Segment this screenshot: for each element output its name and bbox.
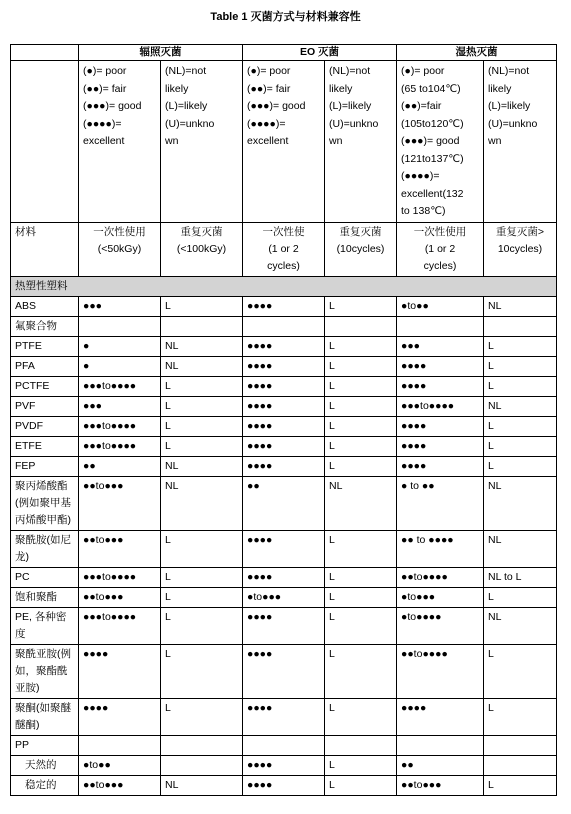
rating-cell <box>397 316 484 336</box>
cell-line: 重复灭菌 <box>180 225 223 238</box>
rating-cell: ●●●● <box>243 644 325 698</box>
table-row <box>11 396 557 416</box>
rating-cell: L <box>325 456 397 476</box>
table-row <box>11 698 557 735</box>
rating-cell: ●●●● <box>243 607 325 644</box>
material-name-cell: PVF <box>11 396 79 416</box>
rating-cell: L <box>161 436 243 456</box>
rating-cell: L <box>484 336 557 356</box>
table-row <box>11 316 557 336</box>
subheader-rad-repeat <box>161 222 243 276</box>
cell-line: (NL)=not <box>488 65 530 77</box>
cell-line: (●●)=fair <box>401 100 442 112</box>
rating-cell: L <box>161 607 243 644</box>
cell-line: likely <box>488 82 512 95</box>
cell-line: (65 to104℃) <box>401 82 461 95</box>
rating-cell: NL <box>161 336 243 356</box>
rating-cell: L <box>325 698 397 735</box>
cell-line: (NL)=not <box>329 65 371 77</box>
cell-line: to 138℃) <box>401 205 446 217</box>
subheader-eo-single <box>243 222 325 276</box>
rating-cell: NL <box>161 356 243 376</box>
subheader-row <box>11 222 557 276</box>
rating-cell: ●to●● <box>79 755 161 775</box>
cell-line: (●●●●)= <box>83 117 122 130</box>
rating-cell <box>243 316 325 336</box>
material-name-cell: 聚酮(如聚醚醚酮) <box>11 698 79 735</box>
header-steam: 湿热灭菌 <box>397 45 557 61</box>
cell-line: (1 or 2 <box>268 242 299 255</box>
header-eo: EO 灭菌 <box>243 45 397 61</box>
rating-cell <box>79 316 161 336</box>
rating-cell: ●●●● <box>243 436 325 456</box>
cell-line: likely <box>165 82 189 95</box>
material-name-cell: PC <box>11 567 79 587</box>
rating-cell: NL to L <box>484 567 557 587</box>
rating-cell: L <box>484 456 557 476</box>
rating-cell: L <box>325 607 397 644</box>
cell-line: wn <box>165 135 179 147</box>
method-header-row <box>11 45 557 61</box>
table-row <box>11 607 557 644</box>
cell-line: (U)=unkno <box>165 117 215 130</box>
table-row <box>11 376 557 396</box>
rating-cell: L <box>325 587 397 607</box>
header-radiation: 辐照灭菌 <box>79 45 243 61</box>
rating-cell: ●●●● <box>243 356 325 376</box>
rating-cell: NL <box>161 775 243 795</box>
table-row <box>11 775 557 795</box>
rating-cell: ●●●● <box>243 698 325 735</box>
rating-cell: L <box>161 296 243 316</box>
legend-eo-likely <box>325 61 397 223</box>
cell-line: (U)=unkno <box>488 117 538 130</box>
rating-cell: ●●●● <box>243 296 325 316</box>
material-name-cell: PVDF <box>11 416 79 436</box>
rating-cell: L <box>325 755 397 775</box>
rating-cell: ●●● <box>79 396 161 416</box>
rating-cell: ●●to●●● <box>397 775 484 795</box>
rating-cell: ●●●● <box>397 416 484 436</box>
table-row <box>11 530 557 567</box>
rating-cell: L <box>484 698 557 735</box>
material-name-cell: FEP <box>11 456 79 476</box>
rating-cell: L <box>161 567 243 587</box>
material-name-cell: 聚酰胺(如尼龙) <box>11 530 79 567</box>
rating-cell: L <box>325 416 397 436</box>
cell-line: excellent <box>247 135 289 147</box>
material-name-cell: 氟聚合物 <box>11 316 79 336</box>
legend-radiation-likely <box>161 61 243 223</box>
cell-line: (U)=unkno <box>329 117 379 130</box>
subheader-material: 材料 <box>11 222 79 276</box>
rating-cell: L <box>325 775 397 795</box>
cell-line: 重复灭菌> <box>495 225 545 238</box>
table-row <box>11 456 557 476</box>
cell-line: (●)= poor <box>247 65 291 77</box>
legend-eo-rating <box>243 61 325 223</box>
material-name-cell: PTFE <box>11 336 79 356</box>
rating-cell: L <box>484 775 557 795</box>
rating-cell: L <box>484 436 557 456</box>
rating-cell <box>161 316 243 336</box>
rating-cell <box>161 735 243 755</box>
compatibility-table <box>10 44 557 796</box>
cell-line: (1 or 2 <box>424 242 456 255</box>
rating-cell: NL <box>161 456 243 476</box>
rating-cell: ●●●● <box>243 416 325 436</box>
cell-line: (●●)= fair <box>83 82 127 95</box>
rating-cell: ●●to●●●● <box>397 644 484 698</box>
rating-cell: ●● <box>79 456 161 476</box>
table-row <box>11 416 557 436</box>
cell-line: (●●●)= good <box>247 100 306 112</box>
cell-line: (NL)=not <box>165 65 207 77</box>
rating-cell: ●to●●● <box>243 587 325 607</box>
cell-line: excellent <box>83 135 125 147</box>
cell-line: (L)=likely <box>488 100 531 112</box>
material-name-cell: PFA <box>11 356 79 376</box>
cell-line: (●●)= fair <box>247 82 291 95</box>
rating-cell: L <box>325 356 397 376</box>
rating-cell: L <box>325 530 397 567</box>
table-body <box>11 296 557 795</box>
table-caption: Table 1 灭菌方式与材料兼容性 <box>210 11 361 23</box>
table-row <box>11 336 557 356</box>
rating-cell: NL <box>161 476 243 530</box>
rating-cell: ●●●● <box>79 698 161 735</box>
rating-cell <box>325 316 397 336</box>
rating-cell: L <box>161 587 243 607</box>
cell-line: cycles) <box>423 259 457 272</box>
rating-cell: ●●●● <box>397 356 484 376</box>
rating-cell: ● to ●● <box>397 476 484 530</box>
material-name-cell: ETFE <box>11 436 79 456</box>
rating-cell: ●●●to●●●● <box>79 436 161 456</box>
cell-line: 一次性使 <box>262 225 305 238</box>
rating-cell: ●●●● <box>243 336 325 356</box>
rating-cell: ●● to ●●●● <box>397 530 484 567</box>
rating-cell <box>397 735 484 755</box>
legend-blank <box>11 61 79 223</box>
rating-cell: ●●●● <box>243 775 325 795</box>
rating-cell: ●●●● <box>397 698 484 735</box>
rating-cell <box>325 735 397 755</box>
rating-cell: ●●●● <box>243 530 325 567</box>
rating-cell: NL <box>325 476 397 530</box>
section-row <box>11 276 557 296</box>
cell-line: (●●●●)= <box>247 117 286 130</box>
cell-line: (10cycles) <box>336 242 385 255</box>
rating-cell: L <box>161 376 243 396</box>
rating-cell: ●●●to●●●● <box>79 607 161 644</box>
material-name-cell: PP <box>11 735 79 755</box>
rating-cell <box>243 735 325 755</box>
subheader-rad-single <box>79 222 161 276</box>
rating-cell: L <box>325 376 397 396</box>
rating-cell: L <box>325 396 397 416</box>
material-name-cell: PE, 各种密度 <box>11 607 79 644</box>
table-row <box>11 644 557 698</box>
rating-cell: L <box>325 567 397 587</box>
rating-cell: L <box>161 396 243 416</box>
cell-line: wn <box>488 135 502 147</box>
rating-cell: NL <box>484 296 557 316</box>
subheader-steam-single <box>397 222 484 276</box>
table-row <box>11 587 557 607</box>
cell-line: 10cycles) <box>497 242 543 255</box>
cell-line: wn <box>329 135 343 147</box>
rating-cell: ●●to●●●● <box>397 567 484 587</box>
rating-cell: ●●●● <box>243 567 325 587</box>
cell-line: (<50kGy) <box>97 242 142 255</box>
rating-cell: L <box>484 587 557 607</box>
cell-line: (●●●)= good <box>83 100 142 112</box>
table-row <box>11 567 557 587</box>
rating-cell: ● <box>79 356 161 376</box>
legend-steam-likely <box>484 61 557 223</box>
legend-radiation-rating <box>79 61 161 223</box>
rating-cell <box>484 316 557 336</box>
table-row <box>11 735 557 755</box>
rating-cell: ●●●to●●●● <box>397 396 484 416</box>
rating-cell: ●●to●●● <box>79 476 161 530</box>
rating-cell: ●●to●●● <box>79 530 161 567</box>
section-title: 热塑性塑料 <box>11 276 557 296</box>
rating-cell: ●●●● <box>397 456 484 476</box>
cell-line: (L)=likely <box>329 100 372 112</box>
rating-cell: ●to●●● <box>397 587 484 607</box>
rating-cell: L <box>484 644 557 698</box>
cell-line: (121to137℃) <box>401 152 464 165</box>
rating-cell: ●●●● <box>243 456 325 476</box>
rating-cell: L <box>484 356 557 376</box>
rating-cell: L <box>161 530 243 567</box>
rating-cell: ●●●● <box>243 755 325 775</box>
rating-cell: L <box>325 336 397 356</box>
rating-cell: ●●●● <box>243 376 325 396</box>
legend-steam-rating <box>397 61 484 223</box>
rating-cell: ●●to●●● <box>79 587 161 607</box>
rating-cell: ●●●● <box>397 436 484 456</box>
cell-line: (105to120℃) <box>401 117 464 130</box>
header-blank <box>11 45 79 61</box>
cell-line: (●●●●)= <box>401 170 440 182</box>
material-name-cell: 天然的 <box>11 755 79 775</box>
rating-cell: NL <box>484 476 557 530</box>
cell-line: 一次性使用 <box>93 225 146 238</box>
cell-line: 重复灭菌 <box>339 225 382 238</box>
rating-cell: ●●● <box>79 296 161 316</box>
rating-cell: NL <box>484 396 557 416</box>
table-row <box>11 755 557 775</box>
legend-row <box>11 61 557 223</box>
cell-line: (●●●)= good <box>401 135 460 147</box>
material-name-cell: 稳定的 <box>11 775 79 795</box>
rating-cell: L <box>161 644 243 698</box>
rating-cell: ●●●● <box>79 644 161 698</box>
rating-cell: ●●●● <box>243 396 325 416</box>
rating-cell: ●●to●●● <box>79 775 161 795</box>
rating-cell: ●●● <box>397 336 484 356</box>
cell-line: 一次性使用 <box>413 225 467 238</box>
cell-line: (<100kGy) <box>176 242 227 255</box>
table-row <box>11 476 557 530</box>
rating-cell: ● <box>79 336 161 356</box>
cell-line: likely <box>329 82 353 95</box>
rating-cell: NL <box>484 607 557 644</box>
cell-line: (L)=likely <box>165 100 208 112</box>
material-name-cell: ABS <box>11 296 79 316</box>
rating-cell <box>161 755 243 775</box>
rating-cell: L <box>325 644 397 698</box>
rating-cell: ●● <box>243 476 325 530</box>
rating-cell: L <box>325 436 397 456</box>
material-name-cell: 聚酰亚胺(例如，聚酯酰亚胺) <box>11 644 79 698</box>
cell-line: (●)= poor <box>83 65 127 77</box>
material-name-cell: PCTFE <box>11 376 79 396</box>
table-row <box>11 296 557 316</box>
rating-cell: L <box>325 296 397 316</box>
rating-cell: ●to●● <box>397 296 484 316</box>
rating-cell: L <box>161 416 243 436</box>
subheader-steam-repeat <box>484 222 557 276</box>
subheader-eo-repeat <box>325 222 397 276</box>
rating-cell: ●●●● <box>397 376 484 396</box>
cell-line: (●)= poor <box>401 65 445 77</box>
rating-cell: L <box>161 698 243 735</box>
rating-cell: L <box>484 376 557 396</box>
rating-cell: ●●●to●●●● <box>79 567 161 587</box>
material-name-cell: 饱和聚酯 <box>11 587 79 607</box>
rating-cell: ●●●to●●●● <box>79 416 161 436</box>
rating-cell <box>484 735 557 755</box>
rating-cell: ●to●●●● <box>397 607 484 644</box>
rating-cell: ●● <box>397 755 484 775</box>
rating-cell <box>484 755 557 775</box>
rating-cell: L <box>484 416 557 436</box>
cell-line: excellent(132 <box>401 187 464 200</box>
table-row <box>11 436 557 456</box>
rating-cell: ●●●to●●●● <box>79 376 161 396</box>
rating-cell: NL <box>484 530 557 567</box>
cell-line: cycles) <box>267 259 300 272</box>
table-row <box>11 356 557 376</box>
rating-cell <box>79 735 161 755</box>
material-name-cell: 聚丙烯酸酯(例如聚甲基丙烯酸甲酯) <box>11 476 79 530</box>
